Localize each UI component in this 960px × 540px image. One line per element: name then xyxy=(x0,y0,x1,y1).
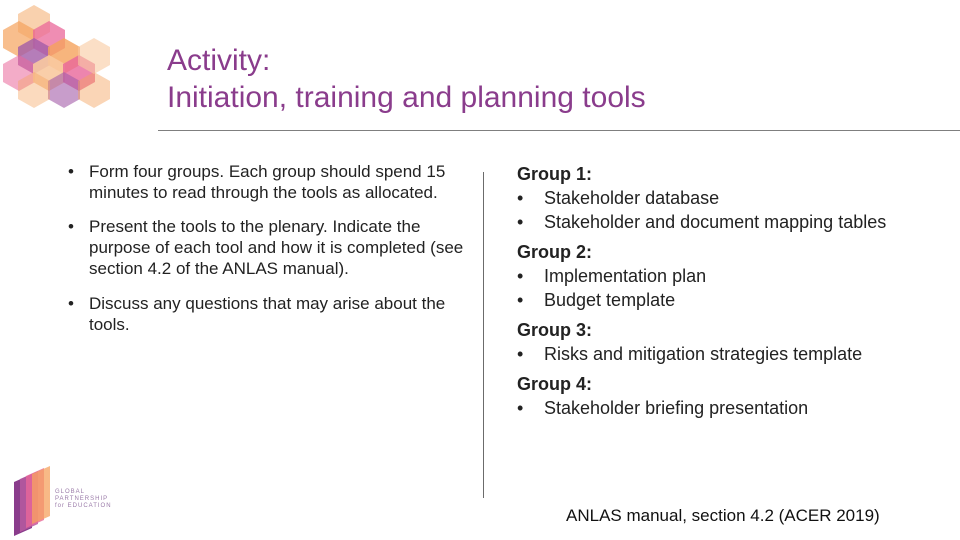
source-citation: ANLAS manual, section 4.2 (ACER 2019) xyxy=(566,506,880,525)
title-line-2: Initiation, training and planning tools xyxy=(167,81,646,114)
group-tool-text: Implementation plan xyxy=(544,266,707,286)
group-tool-text: Stakeholder and document mapping tables xyxy=(544,212,887,232)
bullet-glyph: • xyxy=(68,162,74,181)
group-tool-item xyxy=(517,396,957,420)
instruction-item xyxy=(68,216,468,279)
logo-book-shape xyxy=(32,466,50,524)
slide-title xyxy=(167,42,646,116)
bullet-glyph: • xyxy=(517,266,524,286)
group-tool-item xyxy=(517,264,957,288)
bullet-glyph: • xyxy=(517,344,524,364)
group-tool-text: Stakeholder database xyxy=(544,188,720,208)
group-tool-item xyxy=(517,186,957,210)
hexagon-pattern-decoration xyxy=(0,0,130,115)
instruction-item xyxy=(68,161,468,203)
bullet-glyph: • xyxy=(517,212,524,232)
instructions-list xyxy=(68,161,468,348)
group-heading: Group 2: xyxy=(517,242,592,262)
group-heading: Group 1: xyxy=(517,164,592,184)
bullet-glyph: • xyxy=(517,290,524,310)
instruction-item xyxy=(68,293,468,335)
instruction-text: Present the tools to the plenary. Indicate the purpose of each tool and how it is completed (see section 4.2 of the ANLAS manual). xyxy=(89,217,464,278)
bullet-glyph: • xyxy=(517,398,524,418)
group-tool-text: Stakeholder briefing presentation xyxy=(544,398,809,418)
logo-text-line: GLOBAL xyxy=(55,489,86,495)
group-heading: Group 3: xyxy=(517,320,592,340)
bullet-glyph: • xyxy=(68,217,74,236)
group-assignments xyxy=(517,162,957,420)
title-line-1: Activity: xyxy=(167,44,271,77)
title-underline xyxy=(158,130,960,131)
group-heading: Group 4: xyxy=(517,374,592,394)
group-tool-text: Risks and mitigation strategies template xyxy=(544,344,863,364)
bullet-glyph: • xyxy=(517,188,524,208)
group-tool-text: Budget template xyxy=(544,290,676,310)
logo-wordmark xyxy=(55,489,112,510)
instruction-text: Discuss any questions that may arise about the tools. xyxy=(89,294,446,334)
instruction-text: Form four groups. Each group should spend 15 minutes to read through the tools as allocated. xyxy=(89,162,446,202)
bullet-glyph: • xyxy=(68,294,74,313)
logo-text-line: for EDUCATION xyxy=(55,503,112,509)
group-tool-item xyxy=(517,288,957,312)
column-divider xyxy=(483,172,484,498)
group-tool-item xyxy=(517,210,957,234)
logo-text-line: PARTNERSHIP xyxy=(55,496,109,502)
group-tool-item xyxy=(517,342,957,366)
